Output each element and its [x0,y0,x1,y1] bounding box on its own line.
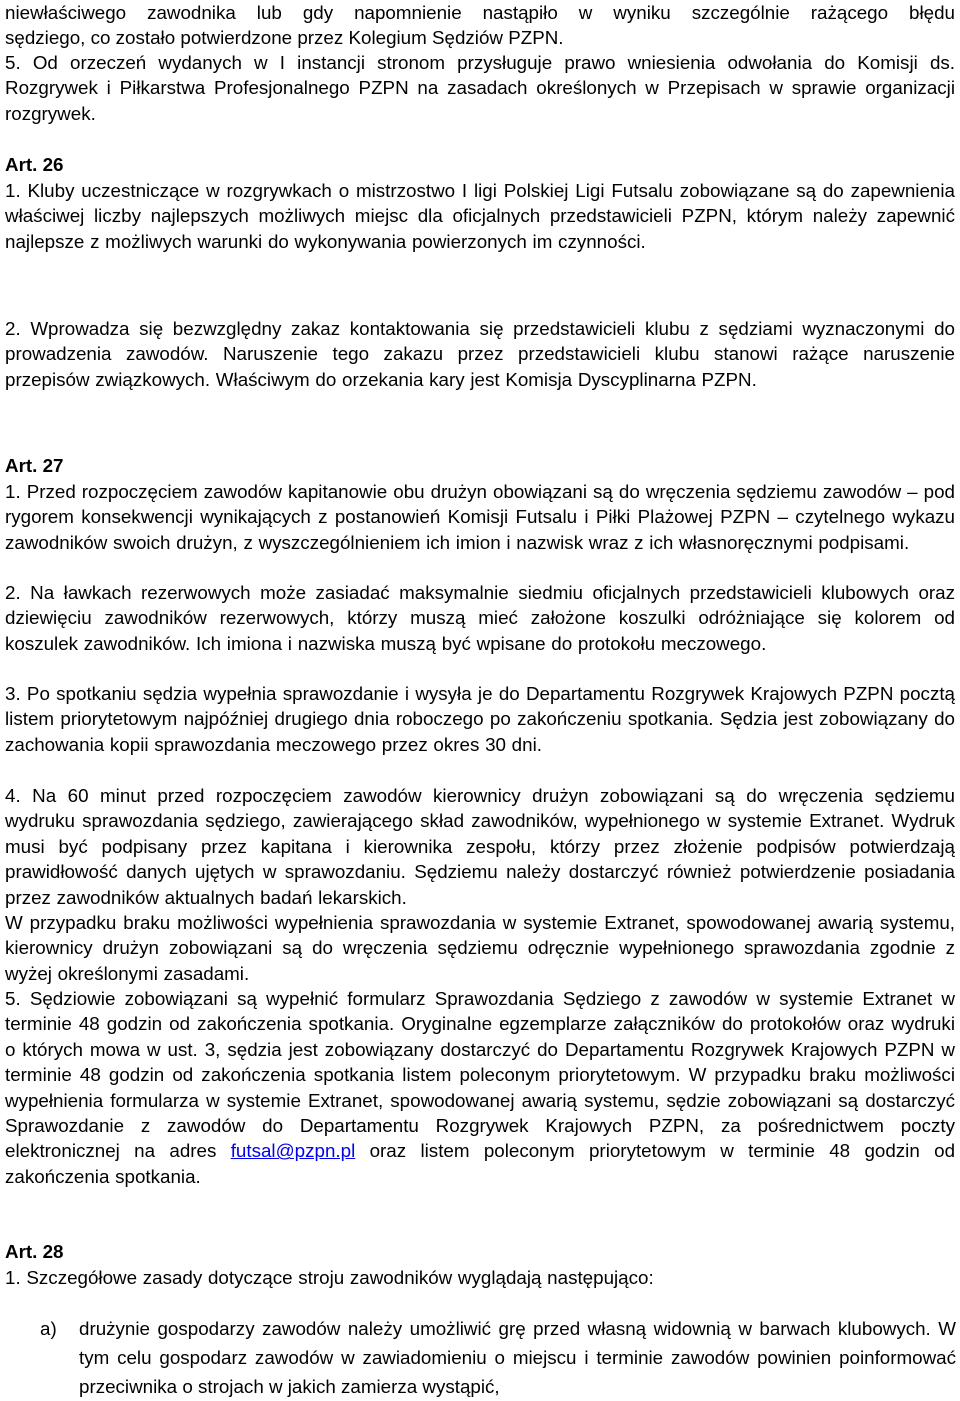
art-28-heading: Art. 28 [5,1241,64,1262]
art-27-paragraph-4: 4. Na 60 minut przed rozpoczęciem zawodów kierownicy drużyn zobowiązani są do wręczenia sędziemu wydruku sprawozdania sędziego, zawierającego skład zawodników, wypełnionego w systemie Extranet. Wydruk musi być podpisany przez kapitana i kierownika zespołu, którzy przez złożenie podpisów potwierdzają prawidłowość danych ujętych w sprawozdaniu. Sędziemu należy dostarczyć również potwierdzenie posiadania przez zawodników aktualnych badań lekarskich. [5,785,955,908]
paragraph-5-appeal: 5. Od orzeczeń wydanych w I instancji stronom przysługuje prawo wniesienia odwołania do Komisji ds. Rozgrywek i Piłkarstwa Profesjonalnego PZPN na zasadach określonych w Przepisach w sprawie organizacji rozgrywek. [5,52,955,124]
art-27-paragraph-5-text-end: oraz listem poleconym priorytetowym w terminie 48 godzin od zakończenia spotkania. [5,1140,956,1187]
art-27-paragraph-4-continued: W przypadku braku możliwości wypełnienia sprawozdania w systemie Extranet, spowodowanej awarią systemu, kierownicy drużyn zobowiązani są do wręczenia sędziemu odręcznie wypełnionego sprawozdania zgodnie z wyżej określonymi zasadami. [5,912,955,984]
futsal-email-link[interactable]: futsal@pzpn.pl [230,1140,356,1162]
list-item-a-text: drużynie gospodarzy zawodów należy umożliwić grę przed własną widownią w barwach klubowych. W tym celu gospodarz zawodów w zawiadomieniu o miejscu i terminie zawodów powinien poinformować przeciwnika o strojach w jakich zamierza wystąpić, [79,1318,956,1397]
list-item-a-marker: a) [40,1318,57,1339]
art-27-heading: Art. 27 [5,455,64,476]
art-27-paragraph-3: 3. Po spotkaniu sędzia wypełnia sprawozdanie i wysyła je do Departamentu Rozgrywek Krajowych PZPN pocztą listem priorytetowym najpóźniej drugiego dnia roboczego po zakończeniu spotkania. Sędzia jest zobowiązany do zachowania kopii sprawozdania meczowego przez okres 30 dni. [5,683,955,755]
art-27-paragraph-5 [5,986,955,1189]
art-27-paragraph-5-text: 5. Sędziowie zobowiązani są wypełnić formularz Sprawozdania Sędziego z zawodów w systemie Extranet w terminie 48 godzin od zakończenia spotkania. Oryginalne egzemplarze załączników do protokołów oraz wydruki o których mowa w ust. 3, sędzia jest zobowiązany dostarczyć do Departamentu Rozgrywek Krajowych PZPN w terminie 48 godzin od zakończenia spotkania listem poleconym priorytetowym. W przypadku braku możliwości wypełnienia formularza w systemie Extranet, spowodowanej awarią systemu, sędzie zobowiązani są dostarczyć Sprawozdanie z zawodów do Departamentu Rozgrywek Krajowych PZPN, za pośrednictwem poczty elektronicznej na adres [5,988,955,1162]
art-27-paragraph-1: 1. Przed rozpoczęciem zawodów kapitanowie obu drużyn obowiązani są do wręczenia sędziemu zawodów – pod rygorem konsekwencji wynikających z postanowień Komisji Futsalu i Piłki Plażowej PZPN – czytelnego wykazu zawodników swoich drużyn, z wyszczególnieniem ich imion i nazwisk wraz z ich własnoręcznymi podpisami. [5,481,955,553]
intro-line-2: sędziego, co zostało potwierdzone przez Kolegium Sędziów PZPN. [5,27,564,48]
art-26-heading: Art. 26 [5,154,64,175]
art-27-paragraph-2: 2. Na ławkach rezerwowych może zasiadać maksymalnie siedmiu oficjalnych przedstawicieli klubowych oraz dziewięciu zawodników rezerwowych, którzy muszą mieć założone koszulki odróżniające się kolorem od koszulek zawodników. Ich imiona i nazwiska muszą być wpisane do protokołu meczowego. [5,582,955,654]
intro-line-1: niewłaściwego zawodnika lub gdy napomnienie nastąpiło w wyniku szczególnie rażącego błędu [5,2,955,23]
art-26-paragraph-2: 2. Wprowadza się bezwzględny zakaz kontaktowania się przedstawicieli klubu z sędziami wyznaczonymi do prowadzenia zawodów. Naruszenie tego zakazu przez przedstawicieli klubu stanowi rażące naruszenie przepisów związkowych. Właściwym do orzekania kary jest Komisja Dyscyplinarna PZPN. [5,318,955,390]
art-28-paragraph-1: 1. Szczegółowe zasady dotyczące stroju zawodników wyglądają następująco: [5,1267,654,1288]
art-26-paragraph-1: 1. Kluby uczestniczące w rozgrywkach o mistrzostwo I ligi Polskiej Ligi Futsalu zobowiązane są do zapewnienia właściwej liczby najlepszych możliwych miejsc dla oficjalnych przedstawicieli PZPN, którym należy zapewnić najlepsze z możliwych warunki do wykonywania powierzonych im czynności. [5,180,955,252]
